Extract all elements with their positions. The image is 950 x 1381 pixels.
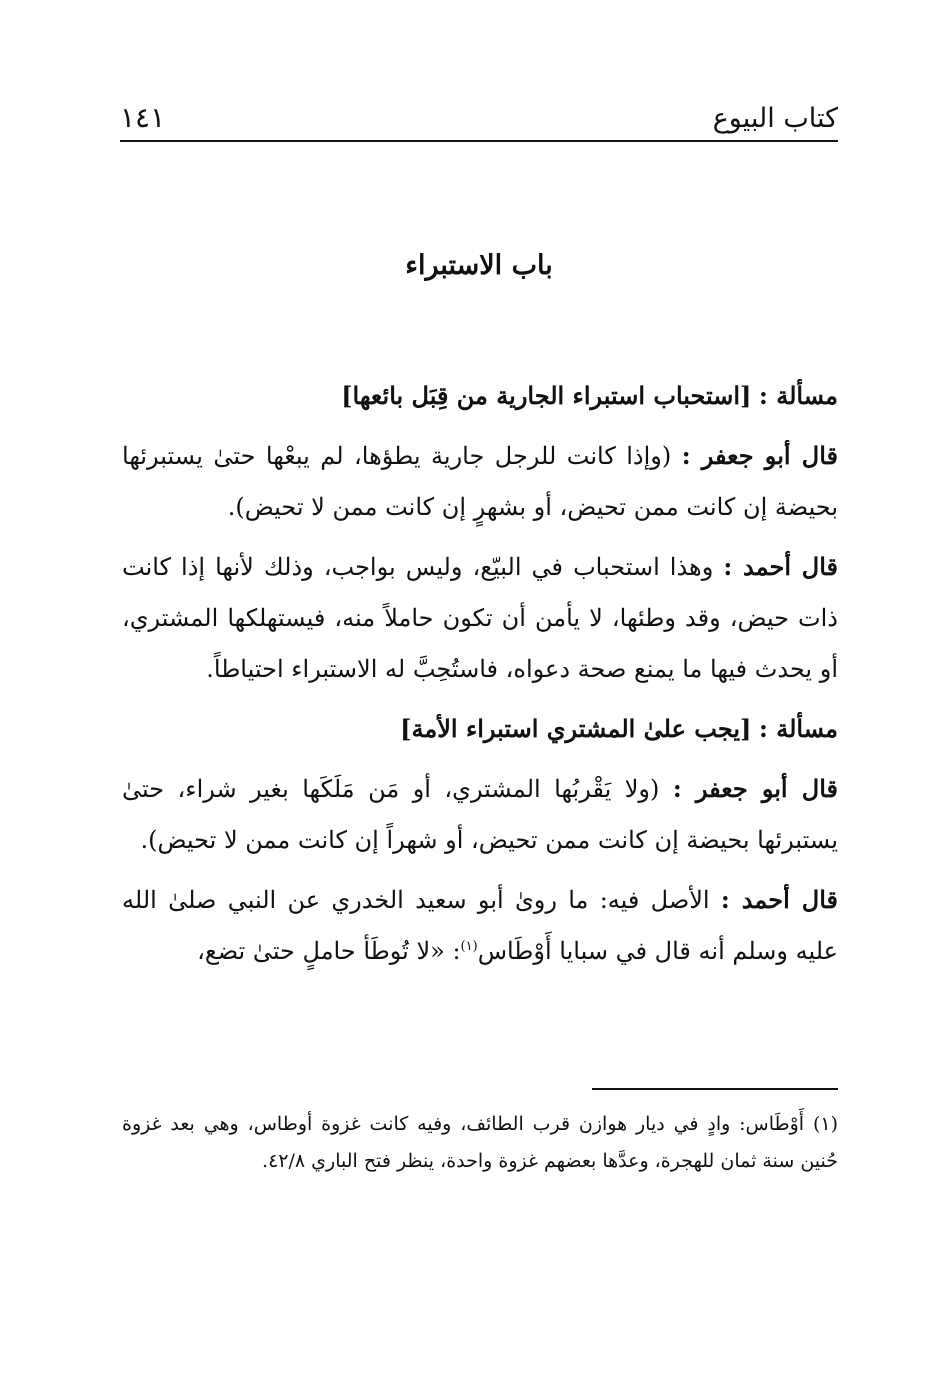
issue-heading	[122, 703, 838, 755]
paragraph	[122, 430, 838, 533]
footnote-divider	[592, 1088, 838, 1090]
main-text	[122, 370, 838, 985]
issue-label: مسألة :	[759, 381, 838, 410]
footnote-reference[interactable]: (١)	[460, 939, 478, 954]
issue-label: مسألة :	[759, 714, 838, 743]
paragraph-text: (وإذا كانت للرجل جارية يطؤها، لم يبعْها حتىٰ يستبرئها بحيضة إن كانت ممن تحيض، أو بشهرٍ إن كانت ممن لا تحيض).	[122, 442, 838, 521]
speaker-label: قال أحمد :	[723, 552, 838, 581]
footnotes	[122, 1106, 838, 1180]
paragraph	[122, 874, 838, 977]
page-header	[120, 96, 838, 142]
paragraph-text: (ولا يَقْربُها المشتري، أو مَن مَلَكَها بغير شراء، حتىٰ يستبرئها بحيضة إن كانت ممن تحيض، أو شهراً إن كانت ممن لا تحيض).	[122, 775, 838, 854]
speaker-label: قال أحمد :	[720, 885, 838, 914]
speaker-label: قال أبو جعفر :	[681, 441, 838, 470]
chapter-title: باب الاستبراء	[405, 250, 553, 281]
issue-title: [استحباب استبراء الجارية من قِبَل بائعها]	[341, 381, 752, 410]
page-number: ١٤١	[120, 101, 166, 134]
running-title: كتاب البيوع	[712, 103, 838, 134]
paragraph-text: وهذا استحباب في البيّع، وليس بواجب، وذلك لأنها إذا كانت ذات حيض، وقد وطئها، لا يأمن أن تكون حاملاً منه، فيستهلكها المشتري، أو يحدث فيها ما يمنع صحة دعواه، فاستُحِبَّ له الاستبراء احتياطاً.	[122, 553, 838, 683]
paragraph	[122, 763, 838, 866]
issue-heading	[122, 370, 838, 422]
paragraph	[122, 541, 838, 695]
footnote: (١) أَوْطَاس: وادٍ في ديار هوازن قرب الطائف، وفيه كانت غزوة أوطاس، وهي بعد غزوة حُنين سنة ثمان للهجرة، وعدَّها بعضهم غزوة واحدة، ينظر فتح الباري ٤٢/٨.	[122, 1113, 838, 1172]
issue-title: [يجب علىٰ المشتري استبراء الأمة]	[400, 714, 752, 743]
paragraph-text: : «لا تُوطَأ حاملٍ حتىٰ تضع،	[197, 937, 461, 965]
speaker-label: قال أبو جعفر :	[672, 774, 838, 803]
paragraph-text: الأصل فيه: ما روىٰ أبو سعيد الخدري عن النبي صلىٰ الله عليه وسلم أنه قال في سبايا أَوْطَاس	[122, 886, 838, 965]
